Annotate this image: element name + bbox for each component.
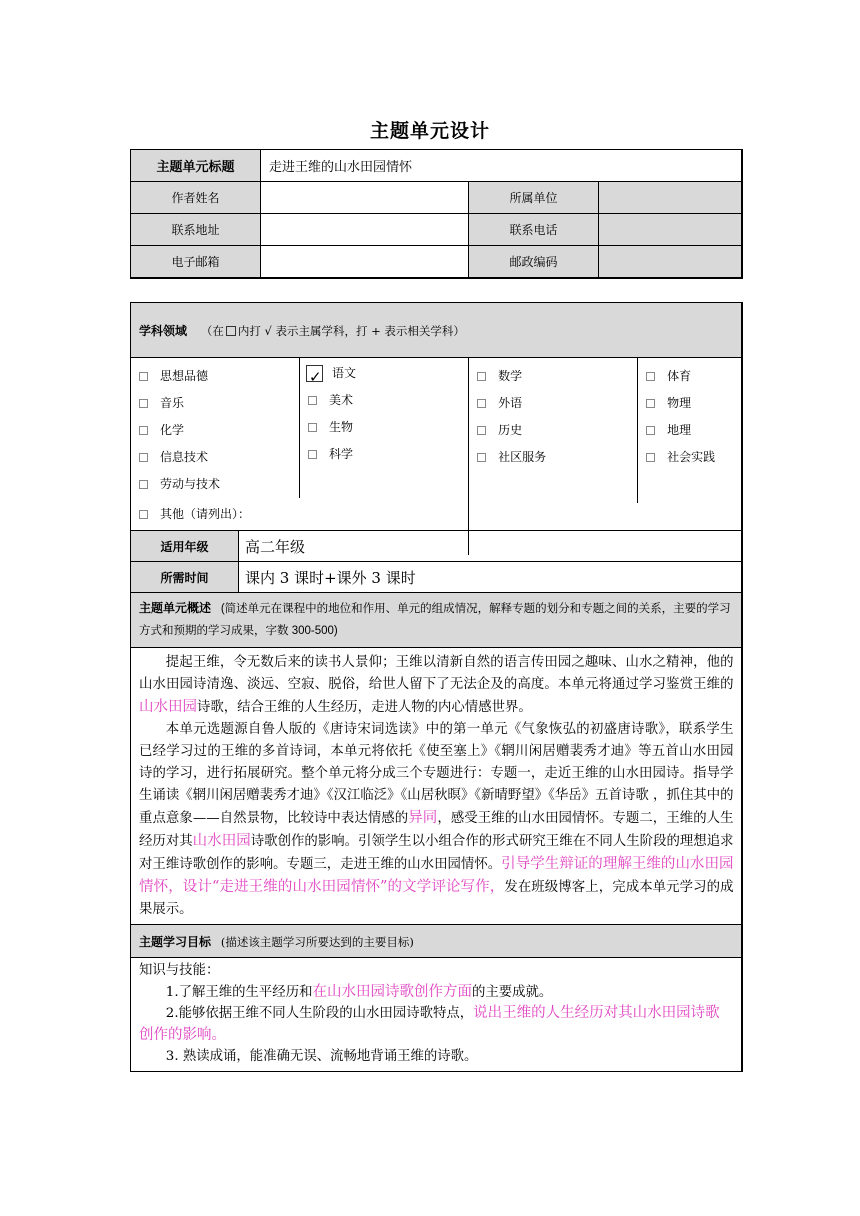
grade-value[interactable]: 高二年级: [239, 531, 742, 562]
overview-label: 主题单元概述: [139, 601, 212, 615]
goals-body[interactable]: [131, 958, 742, 1072]
checkbox-icon[interactable]: [139, 480, 148, 489]
subject-column-1: [131, 358, 300, 498]
checkbox-sample-icon: [226, 326, 236, 336]
subject-option-physics[interactable]: 物理: [638, 390, 740, 417]
email-field[interactable]: [261, 246, 469, 279]
subject-option-social-practice[interactable]: 社会实践: [638, 444, 740, 471]
subject-option-it[interactable]: 信息技术: [131, 444, 299, 471]
time-label: 所需时间: [131, 562, 239, 593]
subject-option-geography[interactable]: 地理: [638, 417, 740, 444]
checkbox-icon[interactable]: [139, 510, 148, 519]
subject-option-art[interactable]: 美术: [300, 387, 468, 414]
unit-field[interactable]: [599, 182, 742, 214]
checkbox-icon[interactable]: [646, 372, 655, 381]
subject-option-other[interactable]: 其他（请列出）：: [131, 501, 741, 528]
checkbox-icon[interactable]: [139, 372, 148, 381]
checkbox-icon[interactable]: [139, 453, 148, 462]
checkbox-icon[interactable]: [646, 453, 655, 462]
subject-option-pe[interactable]: 体育: [638, 363, 740, 390]
subject-header-hint-b: 内打 √ 表示主属学科，打 + 表示相关学科）: [237, 323, 465, 338]
checkbox-icon[interactable]: [308, 423, 317, 432]
phone-label: 联系电话: [469, 214, 599, 246]
checkbox-icon[interactable]: [477, 453, 486, 462]
subject-option-chemistry[interactable]: 化学: [131, 417, 299, 444]
checkbox-icon[interactable]: [646, 426, 655, 435]
design-table: [130, 302, 743, 1072]
subject-option-history[interactable]: 历史: [469, 417, 637, 444]
email-label: 电子邮箱: [131, 246, 261, 279]
subject-option-community[interactable]: 社区服务: [469, 444, 637, 471]
author-label: 作者姓名: [131, 182, 261, 214]
checked-checkbox-icon[interactable]: [306, 365, 323, 382]
subject-column-4: [638, 358, 740, 498]
subject-option-music[interactable]: 音乐: [131, 390, 299, 417]
subject-option-chinese[interactable]: ✓语文: [300, 360, 468, 387]
checkbox-icon[interactable]: [477, 372, 486, 381]
overview-paragraph-1: 提起王维，令无数后来的读书人景仰；王维以清新自然的语言传田园之趣味、山水之精神，他的山水田园诗清逸、淡远、空寂、脱俗，给世人留下了无法企及的高度。本单元将通过学习鉴赏王维的山水田园诗歌，结合王维的人生经历，走进人物的内心情感世界。: [139, 655, 734, 715]
goal-item-3: 3. 熟读成诵，能准确无误、流畅地背诵王维的诗歌。: [165, 1049, 478, 1064]
subject-header-label: 学科领域: [139, 323, 188, 338]
time-value[interactable]: 课内 3 课时+课外 3 课时: [239, 562, 742, 593]
checkbox-icon[interactable]: [308, 396, 317, 405]
subject-option-science[interactable]: 科学: [300, 441, 468, 468]
address-label: 联系地址: [131, 214, 261, 246]
subject-option-biology[interactable]: 生物: [300, 414, 468, 441]
zip-field[interactable]: [599, 246, 742, 279]
overview-hint: (简述单元在课程中的地位和作用、单元的组成情况，解释专题的划分和专题之间的关系，主要的学习方式和预期的学习成果，字数 300-500): [139, 603, 731, 637]
checkbox-icon[interactable]: [139, 399, 148, 408]
overview-paragraph-2: 本单元选题源自鲁人版的《唐诗宋词选读》中的第一单元《气象恢弘的初盛唐诗歌》，联系学生已经学习过的王维的多首诗词，本单元将依托《使至塞上》《辋川闲居赠裴秀才迪》等五首山水田园诗的学习，进行拓展研究。整个单元将分成三个专题进行：专题一，走近王维的山水田园诗。指导学生诵读《辋川闲居赠裴秀才迪》《汉江临泛》《山居秋暝》《新晴野望》《华岳》五首诗歌 ，抓住其中的重点意象——自然景物，比较诗中表达情感的异同，感受王维的山水田园情怀。专题二，王维的人生经历对其山水田园诗歌创作的影响。引领学生以小组合作的形式研究王维在不同人生阶段的理想追求对王维诗歌创作的影响。专题三，走进王维的山水田园情怀。引导学生辩证的理解王维的山水田园情怀，设计“走进王维的山水田园情怀”的文学评论写作，发在班级博客上，完成本单元学习的成果展示。: [139, 722, 734, 917]
overview-header: [131, 593, 742, 648]
goals-hint: (描述该主题学习所要达到的主要目标): [220, 934, 414, 949]
subject-option-foreign-language[interactable]: 外语: [469, 390, 637, 417]
title-value[interactable]: 走进王维的山水田园情怀: [261, 150, 742, 182]
checkbox-icon[interactable]: [308, 450, 317, 459]
checkbox-icon[interactable]: [477, 426, 486, 435]
subject-header: [131, 303, 742, 358]
checkbox-icon[interactable]: [139, 426, 148, 435]
goal-item-2: 2.能够依据王维不同人生阶段的山水田园诗歌特点，说出王维的人生经历对其山水田园诗歌创作的影响。: [139, 1005, 720, 1043]
subject-column-3: [469, 358, 638, 503]
subject-option-math[interactable]: 数学: [469, 363, 637, 390]
subject-option-labor[interactable]: 劳动与技术: [131, 471, 299, 498]
goal-item-1: 1.了解王维的生平经历和在山水田园诗歌创作方面的主要成就。: [165, 983, 553, 1000]
goals-header: [131, 925, 742, 958]
unit-label: 所属单位: [469, 182, 599, 214]
goals-heading: 知识与技能：: [139, 963, 220, 978]
info-table: [130, 149, 743, 279]
title-label: 主题单元标题: [131, 150, 261, 182]
subject-option-ideology[interactable]: 思想品德: [131, 363, 299, 390]
goals-label: 主题学习目标: [139, 934, 212, 949]
author-field[interactable]: [261, 182, 469, 214]
subject-header-hint-a: （在: [200, 323, 224, 338]
address-field[interactable]: [261, 214, 469, 246]
overview-body[interactable]: [131, 648, 742, 925]
phone-field[interactable]: [599, 214, 742, 246]
grade-label: 适用年级: [131, 531, 239, 562]
page-title: 主题单元设计: [369, 120, 490, 142]
checkbox-icon[interactable]: [646, 399, 655, 408]
checkbox-icon[interactable]: [477, 399, 486, 408]
zip-label: 邮政编码: [469, 246, 599, 279]
subject-column-2: [300, 358, 469, 555]
